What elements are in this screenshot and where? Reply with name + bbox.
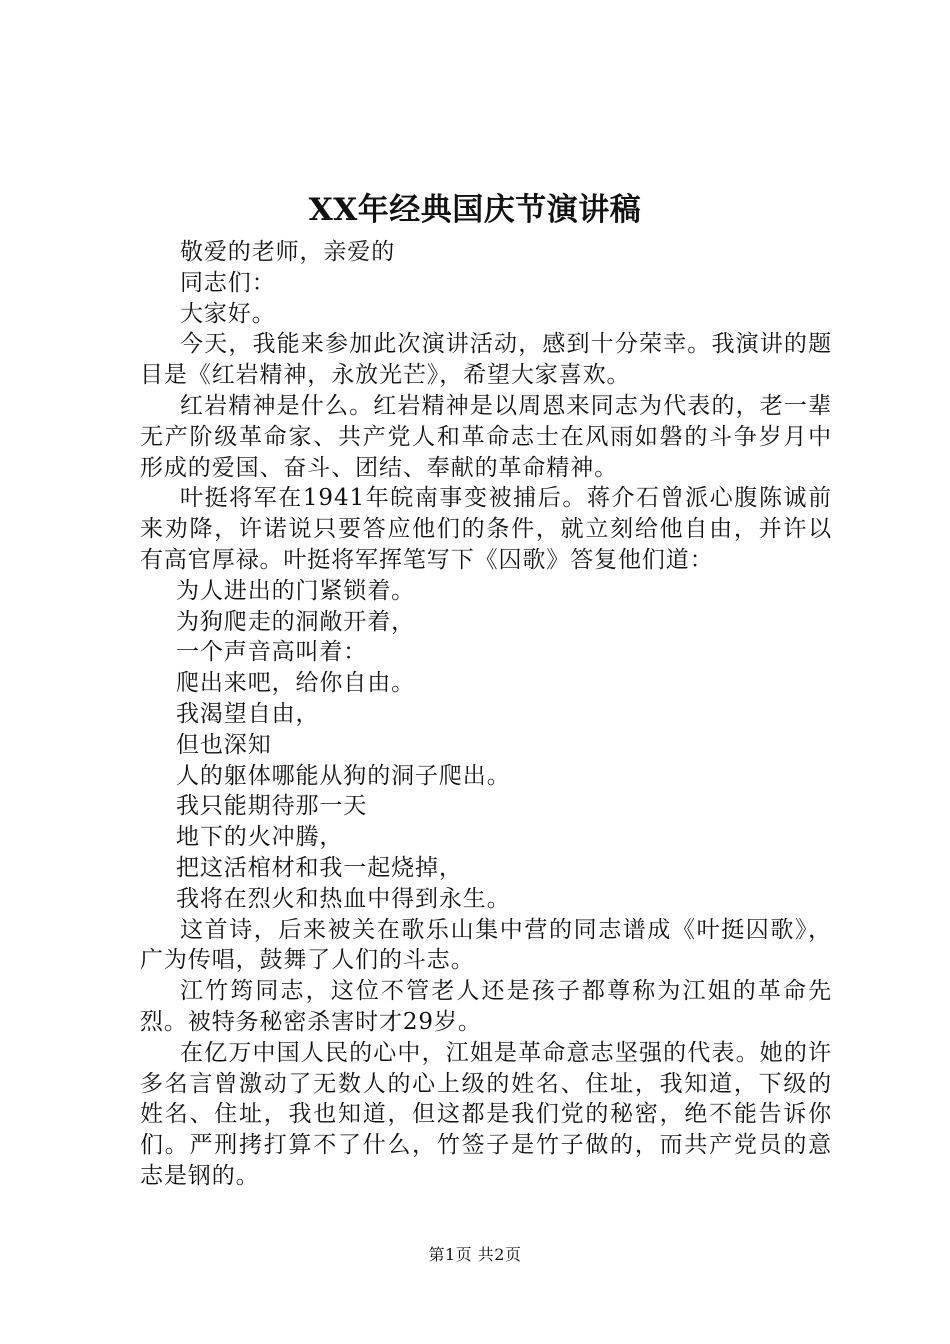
poem-line: 爬出来吧，给你自由。 [176,670,415,697]
document-body [140,237,832,1192]
paragraph-hello: 大家好。 [180,300,276,327]
poem-line: 为狗爬走的洞敞开着， [176,608,415,635]
paragraph-intro: 今天，我能来参加此次演讲活动，感到十分荣幸。我演讲的题目是《红岩精神，永放光芒》，希望大家喜欢。 [140,331,832,389]
paragraph-greeting: 敬爱的老师，亲爱的 [180,239,396,265]
paragraph-hongyan: 红岩精神是什么。红岩精神是以周恩来同志为代表的，老一辈无产阶级革命家、共产党人和革命志士在风雨如磐的斗争岁月中形成的爱国、奋斗、团结、奉献的革命精神。 [140,392,832,481]
document-title: XX年经典国庆节演讲稿 [308,192,642,228]
paragraph-song: 这首诗，后来被关在歌乐山集中营的同志谱成《叶挺囚歌》，广为传唱，鼓舞了人们的斗志。 [140,916,832,974]
poem-line: 把这活棺材和我一起烧掉， [176,854,463,881]
poem-line: 为人进出的门紧锁着。 [176,577,415,604]
poem-line: 我只能期待那一天 [176,793,368,820]
poem-line: 地下的火冲腾， [176,824,344,851]
poem-line: 我渴望自由， [176,700,320,727]
poem-line: 我将在烈火和热血中得到永生。 [176,885,511,912]
paragraph-yeting: 叶挺将军在1941年皖南事变被捕后。蒋介石曾派心腹陈诚前来劝降，许诺说只要答应他们的条件，就立刻给他自由，并许以有高官厚禄。叶挺将军挥笔写下《囚歌》答复他们道： [140,485,832,573]
paragraph-greeting-cont: 同志们： [180,269,276,296]
paragraph-jiangzhuyun: 江竹筠同志，这位不管老人还是孩子都尊称为江姐的革命先烈。被特务秘密杀害时才29岁。 [140,978,832,1035]
page-number-footer: 第1页 共2页 [428,1245,522,1264]
poem-line: 一个声音高叫着： [176,639,368,666]
paragraph-jiangjie: 在亿万中国人民的心中，江姐是革命意志坚强的代表。她的许多名言曾激动了无数人的心上级的姓名、住址，我知道，下级的姓名、住址，我也知道，但这都是我们党的秘密，绝不能告诉你们。严刑拷打算不了什么，竹签子是竹子做的，而共产党员的意志是钢的。 [140,1039,832,1189]
poem-line: 但也深知 [176,731,272,758]
poem-line: 人的躯体哪能从狗的洞子爬出。 [176,762,511,789]
